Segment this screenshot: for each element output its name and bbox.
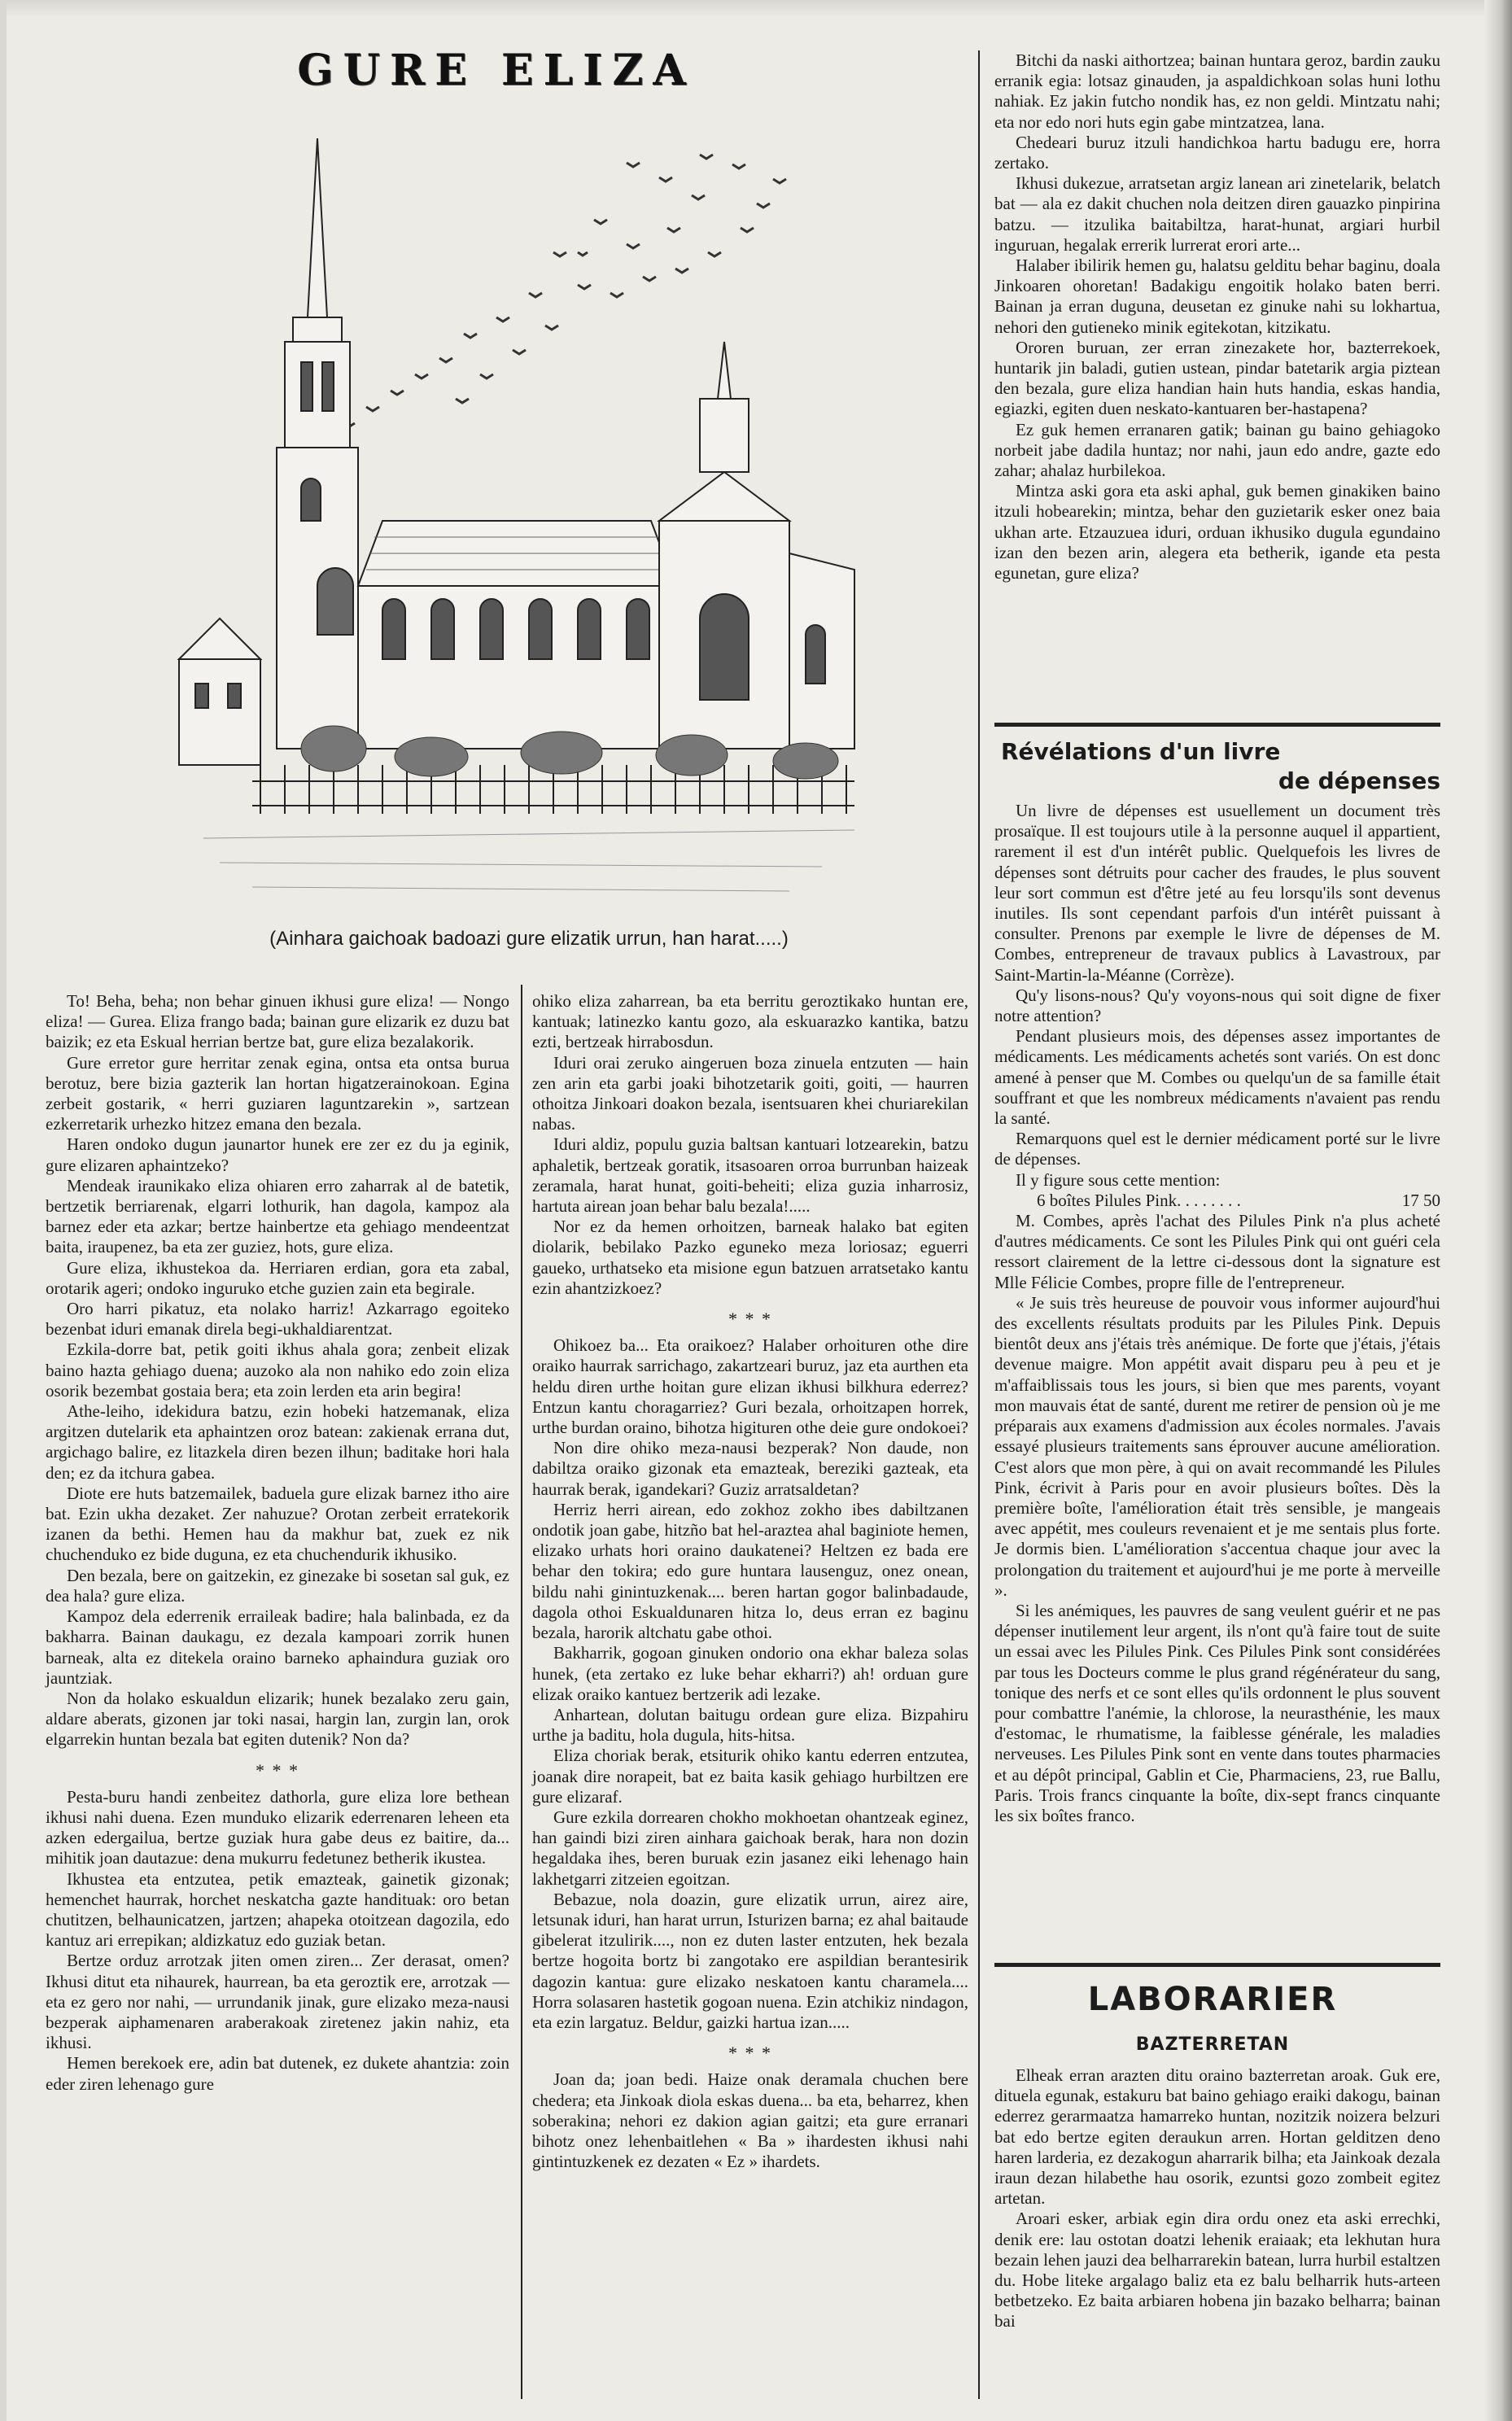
paragraph: Un livre de dépenses est usuellement un document très prosaïque. Il est toujours utile à la personne auquel il appartient, rarement il est d'un intérêt public. Quelquefois les livres de dépenses sont détruits pour cacher des fraudes, le plus souvent leur sort commun est d'être jeté au feu lorsqu'ils sont devenus inutiles. Ils sont cependant parfois d'un intérêt puissant à consulter. Prenons par exemple le livre de dépenses de M. Combes, entrepreneur de travaux publics à Lavastroux, par Saint-Martin-la-Méanne (Corrèze).: [994, 801, 1440, 985]
paragraph: Ez guk hemen erranaren gatik; bainan gu baino gehiagoko norbeit jabe dadila huntaz; nor nahi, jaun edo andre, gazte edo zahar; ahalaz hurbilekoa.: [994, 419, 1440, 481]
paragraph: Joan da; joan bedi. Haize onak deramala chuchen bere chedera; eta Jinkoak diola eskas duena... ba eta, beharrez, khen soberakina; nehori ez dakion agian gaitzi; eta gure erranari bihotz onez lehenbaitlehen « Ba » ihardesten ikhusi nahi gintintuzkenek ez dezaten « Ez » ihardets.: [532, 2069, 968, 2172]
paragraph: Chedeari buruz itzuli handichkoa hartu badugu ere, horra zertako.: [994, 132, 1440, 173]
paragraph: Mendeak iraunikako eliza ohiaren erro zaharrak al de batetik, bertzetik berriarenak, elgarri lothurik, han dagola, kampoz ala barnez eder eta azkar; bertze hainbertze eta gehiago mendeentzat baita, iraupenez, ba eta zer guziez, hots, gure eliza.: [46, 1175, 509, 1257]
paragraph: Ohikoez ba... Eta oraikoez? Halaber orhoituren othe dire oraiko haurrak sarrichago, zakartzeari buruz, jaz eta aurthen eta heldu diren urthe hoitan gure elizan ikhusi bilkhura ederrez? Entzun kantu choragarriez? Guri bezala, orhoitzapen horrek, urthe burdan oraino, bihotza higituren othe deie gure ondokoei?: [532, 1335, 968, 1438]
paragraph: Oro harri pikatuz, eta nolako harriz! Azkarrago egoiteko bezenbat iduri emanak direla begi-ukhaldiarentzat.: [46, 1299, 509, 1339]
paragraph: Ororen buruan, zer erran zinezakete hor, bazterrekoek, huntarik jin baladi, gutien ustean, pindar batetarik argia piztean den bezala, gure eliza handian hain huts handia, eskas handia, egiazki, egiten duen neskato-kantuaren ber-hastapena?: [994, 337, 1440, 419]
paragraph: « Je suis très heureuse de pouvoir vous informer aujourd'hui des excellents résultats produits par les Pilules Pink. Depuis bientôt deux ans j'étais très anémique. De forte que j'étais, j'étais devenue maigre. Mon appétit avait disparu peu à peu et je m'affaiblissais tous les jours, si bien que mes parents, voyant mon mauvais état de santé, durent me retirer de pension où je me préparais aux examens d'admission aux écoles normales. J'avais essayé plusieurs traitements sans éprouver aucune amélioration. C'est alors que mon père, à qui on avait recommandé les Pilules Pink, écrivit à Paris pour en avoir plusieurs boîtes. Dès la première boîte, l'amélioration était très sensible, je mangeais avec appétit, mes couleurs revenaient et je me sentais plus forte. Je dormis bien. L'amélioration s'accentua chaque jour avec la prolongation du traitement et aujourd'hui je me porte à merveille ».: [994, 1292, 1440, 1600]
paragraph: Anhartean, dolutan baitugu ordean gure eliza. Bizpahiru urthe ja baditu, hola dugula, hits-hitsa.: [532, 1704, 968, 1746]
column-rule-right: [978, 50, 980, 2399]
article-column-1: [46, 991, 509, 2095]
paragraph: M. Combes, après l'achat des Pilules Pink n'a plus acheté d'autres médicaments. Ce sont les Pilules Pink qui ont guéri cela ressort clairement de la lettre ci-dessous dont la signature est Mlle Félicie Combes, propre fille de l'entrepreneur.: [994, 1211, 1440, 1292]
small-house: [179, 618, 260, 765]
section-separator: * * *: [728, 2043, 772, 2064]
rule-above-laborarier: [994, 1963, 1440, 1967]
page-title: GURE ELIZA: [297, 46, 696, 95]
paragraph: Bakharrik, gogoan ginuken ondorio ona ekhar baleza solas hunek, (eta zertako ez luke behar ekharri?) ah! orduan gure elizak oraiko kantuez bertzerik adi lezake.: [532, 1643, 968, 1704]
price-line: [994, 1191, 1440, 1211]
paragraph: Remarquons quel est le dernier médicament porté sur le livre de dépenses.: [994, 1129, 1440, 1169]
article-column-2: [532, 991, 968, 2172]
paragraph: Ezkila-dorre bat, petik goiti ikhus ahala gora; zenbeit elizak baino hazta gehiago duena; auzoko ala non nahiko edo zoin eliza osorik bezembat gostaia bera; eta zoin lerden eta arin begira!: [46, 1339, 509, 1401]
paragraph: Gure ezkila dorrearen chokho mokhoetan ohantzeak eginez, han gaindi bizi ziren ainhara gaichoak berak, hara non dozin hegaldaka ihes, beren buruak ezin jasanez eiki lehenago hain lakhetgarri zitzeien egoitzan.: [532, 1807, 968, 1889]
paragraph: Si les anémiques, les pauvres de sang veulent guérir et ne pas dépenser inutilement leur argent, ils n'ont qu'à faire tout de suite un essai avec les Pilules Pink. Ces Pilules Pink sont considérées par tous les Docteurs comme le plus grand régénérateur du sang, tonique des nerfs et ce sont elles qu'ils ordonnent le plus souvent pour combattre l'anémie, la chlorose, la neurasthénie, les maux d'estomac, le rhumatisme, la faiblesse générale, les maladies nerveuses. Les Pilules Pink sont en vente dans toutes pharmacies et au dépôt principal, Gablin et Cie, Pharmaciens, 23, rue Ballu, Paris. Trois francs cinquante la boîte, dix-sept francs cinquante les six boîtes franco.: [994, 1600, 1440, 1825]
rule-above-advert: [994, 723, 1440, 727]
paragraph: Il y figure sous cette mention:: [1016, 1169, 1221, 1190]
paragraph: Kampoz dela ederrenik erraileak badire; hala balinbada, ez da bakharra. Bainan daukagu, ez dezala kampoari zorrik hunen barneak, alta ez ditekela oraino barneko aphaindura guziak oro jauntziak.: [46, 1606, 509, 1688]
paragraph: Bitchi da naski aithortzea; bainan huntara geroz, bardin zauku erranik egia: lotsaz ginauden, ja aspaldichkoan solas huni lothu nahiak. Ez jakin futcho nondik has, ez non geldi. Mintzatu nahi; eta nor edo nori huts egin gabe mintzatzea, lana.: [994, 50, 1440, 132]
paragraph: Aroari esker, arbiak egin dira ordu onez eta aski errechki, denik ere: lau ostotan doatzi lehenik eraiaak; eta lekhutan hura bezain lehen jauzi dea belharrarekin batean, lurra hurbil estaltzen du. Hobe liteke argalago baliz eta ez balu belharrik huts-arteen betbetzeko. Ez baita arbiaren hobena jin bazako belharra; bainan bai: [994, 2209, 1440, 2331]
paragraph: Iduri aldiz, populu guzia baltsan kantuari lotzearekin, batzu aphaletik, bertzeak goratik, itsasoaren orroa burrunban haizeak zeramala, harat hunat, goiti-beheiti; eliza guzia inharrosiz, hartuta airean joan behar balu bezala!.....: [532, 1134, 968, 1217]
paragraph: Gure erretor gure herritar zenak egina, ontsa eta ontsa burua berotuz, bere bizia gazterik lan hortan higatzerainokoan. Egina zerbeit gostarik, « herri guziaren laguntzarekin », sartzean ezkerretarik urhezko hitzez emana den bezala.: [46, 1052, 509, 1134]
labor-body: [994, 2065, 1440, 2332]
church-nave: [358, 521, 675, 749]
illustration-caption: (Ainhara gaichoak badoazi gure elizatik urrun, han harat.....): [269, 928, 789, 950]
paragraph: Bertze orduz arrotzak jiten omen ziren... Zer derasat, omen? Ikhusi ditut eta nihaurek, haurrean, ba eta geroztik ere, arrotzak — eta ez gero nor nahi, — urrundanik jinak, gure elizako meza-nausi bezperak aiphamenaren araberakoak ziretenez jakin nahiz, eta ikhusi.: [46, 1951, 509, 2053]
paragraph: Qu'y lisons-nous? Qu'y voyons-nous qui soit digne de fixer notre attention?: [994, 985, 1440, 1026]
church-illustration: [171, 130, 887, 911]
article-column-3: [994, 50, 1440, 583]
section-headline: LABORARIER: [1087, 1981, 1338, 2018]
paragraph: Elheak erran arazten ditu oraino bazterretan aroak. Guk ere, dituela egunak, estakuru bat baino gehiago eraiki dakogu, bainan ederrez gerarmaatza hamarreko huntan, nozitzik noizera belzuri bat edo bertze egiten deraukun arren. Hortan gelditzen deno haren larderia, ez dezakogun aharrarik bilha; eta Jainkoak dezala iraun dezan hilabethe hau osorik, ezuntsi gozo zombeit egitez artetan.: [994, 2065, 1440, 2209]
advert-headline-line2: de dépenses: [1278, 767, 1440, 794]
church-choir: [659, 342, 854, 749]
paragraph: Eliza choriak berak, etsiturik ohiko kantu ederren entzutea, joanak dire norapeit, bat ez baita kasik gehiago hurbiltzen ere gure elizaraf.: [532, 1746, 968, 1807]
paragraph: Bebazue, nola doazin, gure elizatik urrun, airez aire, letsunak iduri, han harat urrun, Isturizen barna; ez ahal baitaude gibelerat itzulirik...., non ez duten laster entzuten, hek bezala bertze hogoita bortz bi zangotako ere aspildian berantesirik dagozin kantua: gure elizako neskatoen kantu charamela.... Horra solasaren hastetik gogoan nuena. Ezin atchikiz nindagon, eta ezin largatuz. Beldur, gaizki hartua izan.....: [532, 1889, 968, 2032]
section-subheadline: BAZTERRETAN: [1135, 2034, 1290, 2055]
paragraph: Haren ondoko dugun jaunartor hunek ere zer ez du ja eginik, gure elizaren aphaintzeko?: [46, 1134, 509, 1175]
paragraph: Athe-leiho, idekidura batzu, ezin hobeki hatzemanak, eliza argitzen dutelarik eta aphaintzen oroz batean: zakienak errana dut, argichago balire, ez litazkela diren bezen ilhun; baditake hori hala den; ez da itchura gabea.: [46, 1401, 509, 1483]
advert-headline: [1001, 737, 1440, 796]
page-edge-top: [0, 0, 1512, 18]
bell-tower: [277, 138, 358, 749]
paragraph: Ikhusi dukezue, arratsetan argiz lanean ari zinetelarik, belatch bat — ala ez dakit chuchen nola deitzen diren gauazko pinpirina batzu. — itzulika baitabiltza, harat-hunat, argiari hurbil inguruan, hegalak errerik lurrerat erori arte...: [994, 173, 1440, 255]
paragraph: Iduri orai zeruko aingeruen boza zinuela entzuten — hain zen arin eta garbi joaki bihotzetarik goiti, goiti, — haurren othoitza Jinkoari doakon bezala, isentsuaren khei churiarekilan nabas.: [532, 1052, 968, 1134]
paragraph: Pesta-buru handi zenbeitez dathorla, gure eliza lore bethean ikhusi nahi duena. Ezen munduko elizarik ederrenaren leheen eta azken edergailua, bertze guziak hura gabe deus ez baitire, da... mihitik joan dautazue: dena mukurru fedetunez betherik ikustea.: [46, 1786, 509, 1868]
paragraph: Pendant plusieurs mois, des dépenses assez importantes de médicaments. Les médicaments achetés sont variés. On est donc amené à penser que M. Combes ou quelqu'un de sa famille était souffrant et que les nombreux médicaments n'avaient pas rendu la santé.: [994, 1026, 1440, 1129]
section-separator: * * *: [728, 1309, 772, 1330]
paragraph: Nor ez da hemen orhoitzen, barneak halako bat egiten diolarik, bebilako Pazko eguneko meza loriosaz; eguerri gaueko, urthatseko eta misione egun batzuen arratsetako kantu ezin ahantzizkoez?: [532, 1217, 968, 1298]
paragraph: Non da holako eskualdun elizarik; hunek bezalako zeru gain, aldare aberats, gizonen jar toki nasai, hargin lan, zurgin lan, orok elgarrekin huntan bezala bat egiten dutenik? Non da?: [46, 1688, 509, 1750]
advert-body: [994, 801, 1440, 1826]
paragraph: To! Beha, beha; non behar ginuen ikhusi gure eliza! — Nongo eliza! — Gurea. Eliza frango bada; bainan gure elizarik ez duzu bat baizik; ez eta Eskual herrian bertze bat, gure eliza bezalakorik.: [46, 991, 509, 1052]
column-rule-middle: [521, 985, 522, 2399]
page-edge-left: [0, 0, 7, 2421]
paragraph: ohiko eliza zaharrean, ba eta berritu geroztikako huntan ere, kantuak; latinezko kantu gozo, ala eskuarazko kantika, batzu ezti, bertzeak hirrabosdun.: [532, 991, 968, 1052]
page-edge-right: [1484, 0, 1512, 2421]
paragraph: Non dire ohiko meza-nausi bezperak? Non daude, non dabiltza oraiko gizonak eta emazteak, bereziki gazteak, eta haurrak berak, igandekari? Guziz arratsaldetan?: [532, 1438, 968, 1499]
paragraph: Mintza aski gora eta aski aphal, guk bemen ginakiken baino itzuli hobearekin; mintza, behar den guzietarik esker onez baia ukhan arte. Etzauzuea iduri, orduan ikhusiko dugula egundaino izan den bezen arin, alegera eta betherik, igande eta pesta egunetan, gure eliza?: [994, 481, 1440, 583]
paragraph: Herriz herri airean, edo zokhoz zokho ibes dabiltzanen ondotik joan gabe, hitzño bat hel-araztea ahal baginiote hemen, elizako urhats hori oraino daukatenei? Heltzen ez bada ere behar den tokira; edo gure huntara lausenguz, onez onean, bildu nahi ginintuzkenak.... beren hartan gogor balinbadaude, dagola othoi Eskualdunaren hitza lo, deus erran ez baginu bezala, harorik altchatu gabe othoi.: [532, 1499, 968, 1643]
paragraph: Ikhustea eta entzutea, petik emazteak, gainetik gizonak; hemenchet haurrak, horchet neskatcha gazte handituak: oro betan chutitzen, belhaunicatzen, jartzen; ahapeka otoitzean dagozila, edo kantuz ari errepikan; aldizkatuz edo guziak betan.: [46, 1868, 509, 1951]
advert-headline-line1: Révélations d'un livre: [1001, 738, 1281, 765]
section-separator: * * *: [256, 1759, 299, 1781]
price-value: 17 50: [1401, 1190, 1440, 1210]
paragraph: Hemen berekoek ere, adin bat dutenek, ez dukete ahantzia: zoin eder ziren lehenago gure: [46, 2053, 509, 2094]
paragraph: Halaber ibilirik hemen gu, halatsu gelditu behar baginu, doala Jinkoaren ohoretan! Badakigu engoitik holako baten berri. Bainan ja erran duguna, deusetan ez ginuke nahi su lokhartua, nehori den gutieneko minik egitekotan, kitzikatu.: [994, 256, 1440, 337]
paragraph: Gure eliza, ikhustekoa da. Herriaren erdian, gora eta zabal, orotarik ageri; ondoko inguruko etche guzien zain eta begirale.: [46, 1257, 509, 1298]
paragraph: Den bezala, bere on gaitzekin, ez ginezake bi sosetan sal guk, ez dea hala? gure eliza.: [46, 1565, 509, 1606]
price-item: 6 boîtes Pilules Pink. . . . . . . .: [1037, 1190, 1241, 1210]
paragraph: Diote ere huts batzemailek, baduela gure elizak barnez itho aire bat. Ezin ukha dezaket. Zer nahuzue? Orotan zerbeit erratekorik izanen da bethi. Hemen hau da makhur bat, zuek ez nik chuchenduko ez bide duguna, ez eta chuchendurik ikhusiko.: [46, 1483, 509, 1565]
